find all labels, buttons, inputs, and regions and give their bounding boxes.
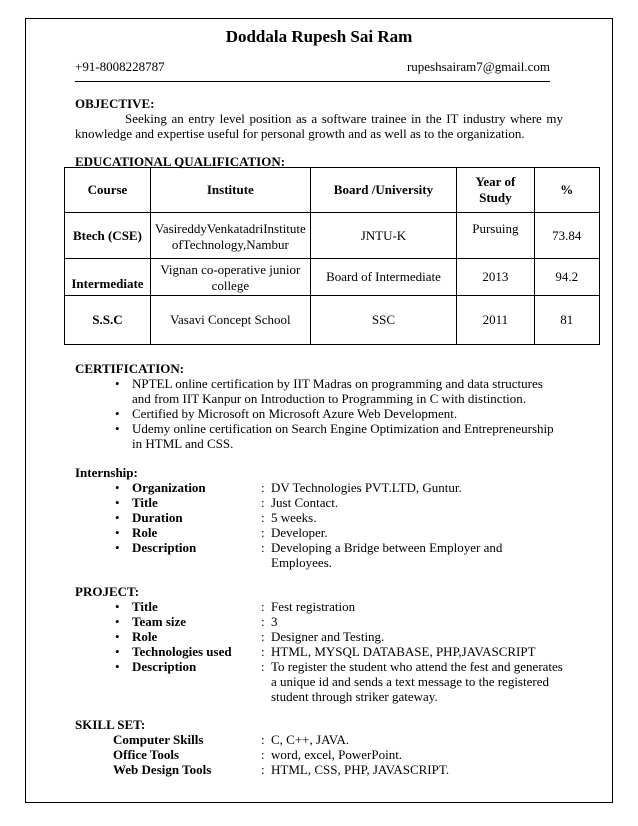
cell-board: Board of Intermediate [310, 259, 456, 296]
table-header-row [65, 168, 600, 213]
cell-percent: 94.2 [534, 259, 599, 296]
candidate-name: Doddala Rupesh Sai Ram [225, 27, 413, 46]
col-year: Year of Study [457, 168, 534, 213]
cell-institute: VasireddyVenkatadriInstitute ofTechnology,Nambur [150, 213, 310, 259]
header-divider [75, 81, 550, 82]
detail-row: • Role : Designer and Testing. [115, 629, 385, 644]
cell-course: Btech (CSE) [65, 213, 151, 259]
project-heading: PROJECT: [75, 584, 140, 599]
project-details [115, 599, 575, 704]
internship-details [115, 480, 575, 570]
detail-row: • Title : Just Contact. [115, 495, 339, 510]
col-institute: Institute [150, 168, 310, 213]
cell-institute: Vasavi Concept School [150, 296, 310, 345]
skill-row: Computer Skills : C, C++, JAVA. [113, 732, 350, 747]
table-row [65, 213, 600, 259]
skills-details [113, 732, 573, 777]
detail-row: • Description : To register the student who attend the fest and generates a unique id and sends a text message to the registered student through striker gateway. [115, 659, 563, 704]
cell-percent: 73.84 [534, 213, 599, 259]
education-heading: EDUCATIONAL QUALIFICATION: [75, 154, 286, 169]
col-course: Course [65, 168, 151, 213]
table-row [65, 259, 600, 296]
detail-row: • Description : Developing a Bridge between Employer and Employees. [115, 540, 503, 570]
detail-row: • Title : Fest registration [115, 599, 356, 614]
cell-board: SSC [310, 296, 456, 345]
internship-heading: Internship: [75, 465, 138, 480]
cell-percent: 81 [534, 296, 599, 345]
cell-year: 2013 [457, 259, 534, 296]
col-percent: % [534, 168, 599, 213]
detail-row: • Team size : 3 [115, 614, 278, 629]
skill-row: Web Design Tools : HTML, CSS, PHP, JAVASCRIPT. [113, 762, 450, 777]
cell-course: S.S.C [65, 296, 151, 345]
list-item: • Udemy online certification on Search Engine Optimization and Entrepreneurship in HTML and CSS. [115, 421, 554, 451]
objective-text [75, 111, 563, 141]
skill-row: Office Tools : word, excel, PowerPoint. [113, 747, 403, 762]
detail-row: • Technologies used : HTML, MYSQL DATABASE, PHP,JAVASCRIPT [115, 644, 536, 659]
cell-year: Pursuing [457, 213, 534, 259]
phone-number: +91-8008228787 [75, 59, 165, 74]
cell-course: Intermediate [65, 259, 151, 296]
objective-body: Seeking an entry level position as a software trainee in the IT industry where my knowledge and expertise useful for personal growth and as well as to the organization. [75, 111, 563, 141]
cell-board: JNTU-K [310, 213, 456, 259]
list-item: • NPTEL online certification by IIT Madras on programming and data structures and from IIT Kanpur on Introduction to Programming in C with distinction. [115, 376, 543, 406]
cell-year: 2011 [457, 296, 534, 345]
education-table [64, 167, 600, 345]
skills-heading: SKILL SET: [75, 717, 146, 732]
detail-row: • Duration : 5 weeks. [115, 510, 317, 525]
email-address: rupeshsairam7@gmail.com [406, 59, 550, 74]
certification-heading: CERTIFICATION: [75, 361, 185, 376]
certification-list [115, 376, 555, 451]
cell-institute: Vignan co-operative junior college [150, 259, 310, 296]
col-board: Board /University [310, 168, 456, 213]
list-item: • Certified by Microsoft on Microsoft Azure Web Development. [115, 406, 458, 421]
table-row [65, 296, 600, 345]
detail-row: • Role : Developer. [115, 525, 328, 540]
objective-heading: OBJECTIVE: [75, 96, 155, 111]
detail-row: • Organization : DV Technologies PVT.LTD, Guntur. [115, 480, 462, 495]
